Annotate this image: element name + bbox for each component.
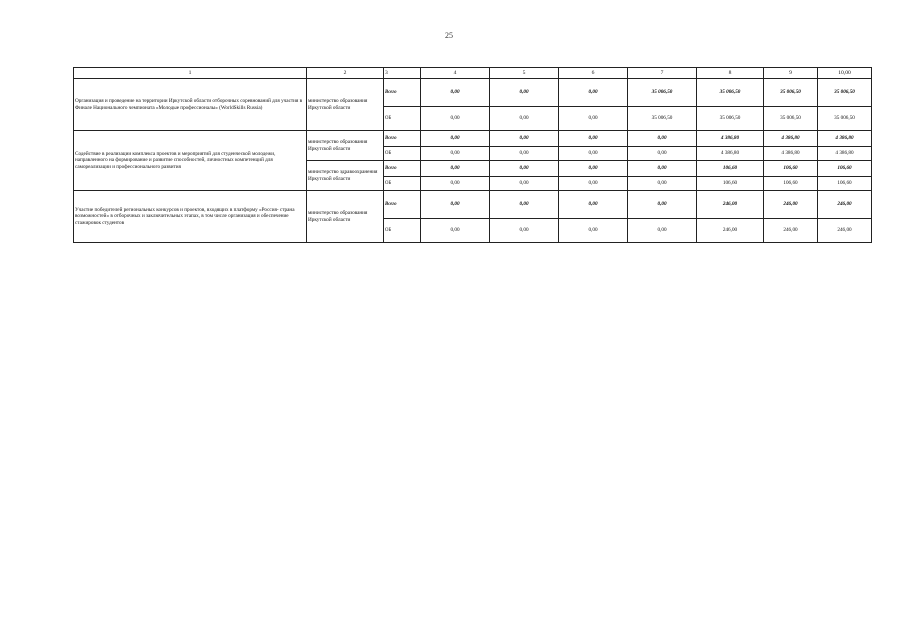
value-cell: 0,00 — [628, 161, 697, 177]
value-cell: 0,00 — [490, 177, 559, 191]
value-cell: 35 006,50 — [818, 107, 872, 131]
page-number: 25 — [445, 31, 453, 40]
value-cell: 106,60 — [697, 177, 764, 191]
value-cell: 0,00 — [421, 177, 490, 191]
value-cell: 0,00 — [421, 147, 490, 161]
value-cell: 106,60 — [818, 161, 872, 177]
value-cell: 0,00 — [490, 191, 559, 219]
value-cell: 0,00 — [559, 79, 628, 107]
measure-description: Содействие в реализации комплекса проектов и мероприятий для студенческой молодежи, направленного на формирование и развитие способностей, личностных компетенций для самореализации и профессионального развития — [74, 131, 307, 191]
value-cell: 0,00 — [490, 79, 559, 107]
value-cell: 0,00 — [628, 219, 697, 243]
header-cell: 10,00 — [818, 68, 872, 79]
measure-description: Организация и проведение на территории Иркутской области отборочных соревнований для участия в Финале Национального чемпионата «Молодые профессионалы» (WorldSkills Russia) — [74, 79, 307, 131]
value-cell: 246,00 — [818, 219, 872, 243]
value-cell: 246,00 — [818, 191, 872, 219]
header-cell: 5 — [490, 68, 559, 79]
funding-type: ОБ — [384, 177, 421, 191]
executor-cell: министерство образования Иркутской области — [307, 79, 384, 131]
header-cell: 9 — [764, 68, 818, 79]
value-cell: 0,00 — [421, 161, 490, 177]
header-cell: 7 — [628, 68, 697, 79]
header-row — [74, 68, 872, 79]
table-row — [74, 131, 872, 147]
value-cell: 0,00 — [490, 219, 559, 243]
value-cell: 35 006,50 — [628, 107, 697, 131]
funding-type: ОБ — [384, 147, 421, 161]
value-cell: 246,00 — [764, 191, 818, 219]
header-cell: 4 — [421, 68, 490, 79]
executor-cell: министерство здравоохранения Иркутской области — [307, 161, 384, 191]
value-cell: 35 006,50 — [818, 79, 872, 107]
executor-cell: министерство образования Иркутской области — [307, 191, 384, 243]
value-cell: 4 386,80 — [697, 131, 764, 147]
table-row — [74, 191, 872, 219]
value-cell: 0,00 — [628, 147, 697, 161]
value-cell: 35 006,50 — [697, 79, 764, 107]
value-cell: 35 006,50 — [764, 107, 818, 131]
budget-table — [73, 67, 872, 243]
value-cell: 106,60 — [764, 177, 818, 191]
value-cell: 0,00 — [421, 79, 490, 107]
value-cell: 0,00 — [559, 177, 628, 191]
value-cell: 0,00 — [628, 177, 697, 191]
value-cell: 0,00 — [421, 107, 490, 131]
funding-type: Всего — [384, 161, 421, 177]
measure-description: Участие победителей региональных конкурсов и проектов, входящих в платформу «Россия- страна возможностей» в отборочных и заключительных этапах, в том числе организация и обеспечение стажировок студентов — [74, 191, 307, 243]
value-cell: 106,60 — [818, 177, 872, 191]
funding-type: Всего — [384, 79, 421, 107]
value-cell: 0,00 — [559, 107, 628, 131]
funding-type: Всего — [384, 191, 421, 219]
value-cell: 0,00 — [421, 219, 490, 243]
value-cell: 0,00 — [490, 161, 559, 177]
header-cell: 1 — [74, 68, 307, 79]
value-cell: 0,00 — [628, 131, 697, 147]
value-cell: 246,00 — [697, 219, 764, 243]
funding-type: ОБ — [384, 107, 421, 131]
value-cell: 4 386,80 — [697, 147, 764, 161]
value-cell: 0,00 — [559, 147, 628, 161]
value-cell: 0,00 — [490, 107, 559, 131]
header-cell: 6 — [559, 68, 628, 79]
header-cell: 2 — [307, 68, 384, 79]
funding-type: Всего — [384, 131, 421, 147]
value-cell: 35 006,50 — [764, 79, 818, 107]
table-row — [74, 79, 872, 107]
value-cell: 246,00 — [697, 191, 764, 219]
value-cell: 4 386,80 — [818, 131, 872, 147]
value-cell: 4 386,80 — [764, 147, 818, 161]
value-cell: 0,00 — [559, 131, 628, 147]
value-cell: 0,00 — [559, 219, 628, 243]
executor-cell: министерство образования Иркутской области — [307, 131, 384, 161]
value-cell: 106,60 — [697, 161, 764, 177]
value-cell: 4 386,80 — [764, 131, 818, 147]
value-cell: 0,00 — [421, 191, 490, 219]
value-cell: 4 386,80 — [818, 147, 872, 161]
value-cell: 35 006,50 — [628, 79, 697, 107]
value-cell: 0,00 — [559, 191, 628, 219]
value-cell: 0,00 — [490, 131, 559, 147]
value-cell: 246,00 — [764, 219, 818, 243]
value-cell: 0,00 — [421, 131, 490, 147]
value-cell: 0,00 — [490, 147, 559, 161]
funding-type: ОБ — [384, 219, 421, 243]
header-cell: 3 — [384, 68, 421, 79]
value-cell: 0,00 — [559, 161, 628, 177]
value-cell: 0,00 — [628, 191, 697, 219]
value-cell: 106,60 — [764, 161, 818, 177]
header-cell: 8 — [697, 68, 764, 79]
value-cell: 35 006,50 — [697, 107, 764, 131]
